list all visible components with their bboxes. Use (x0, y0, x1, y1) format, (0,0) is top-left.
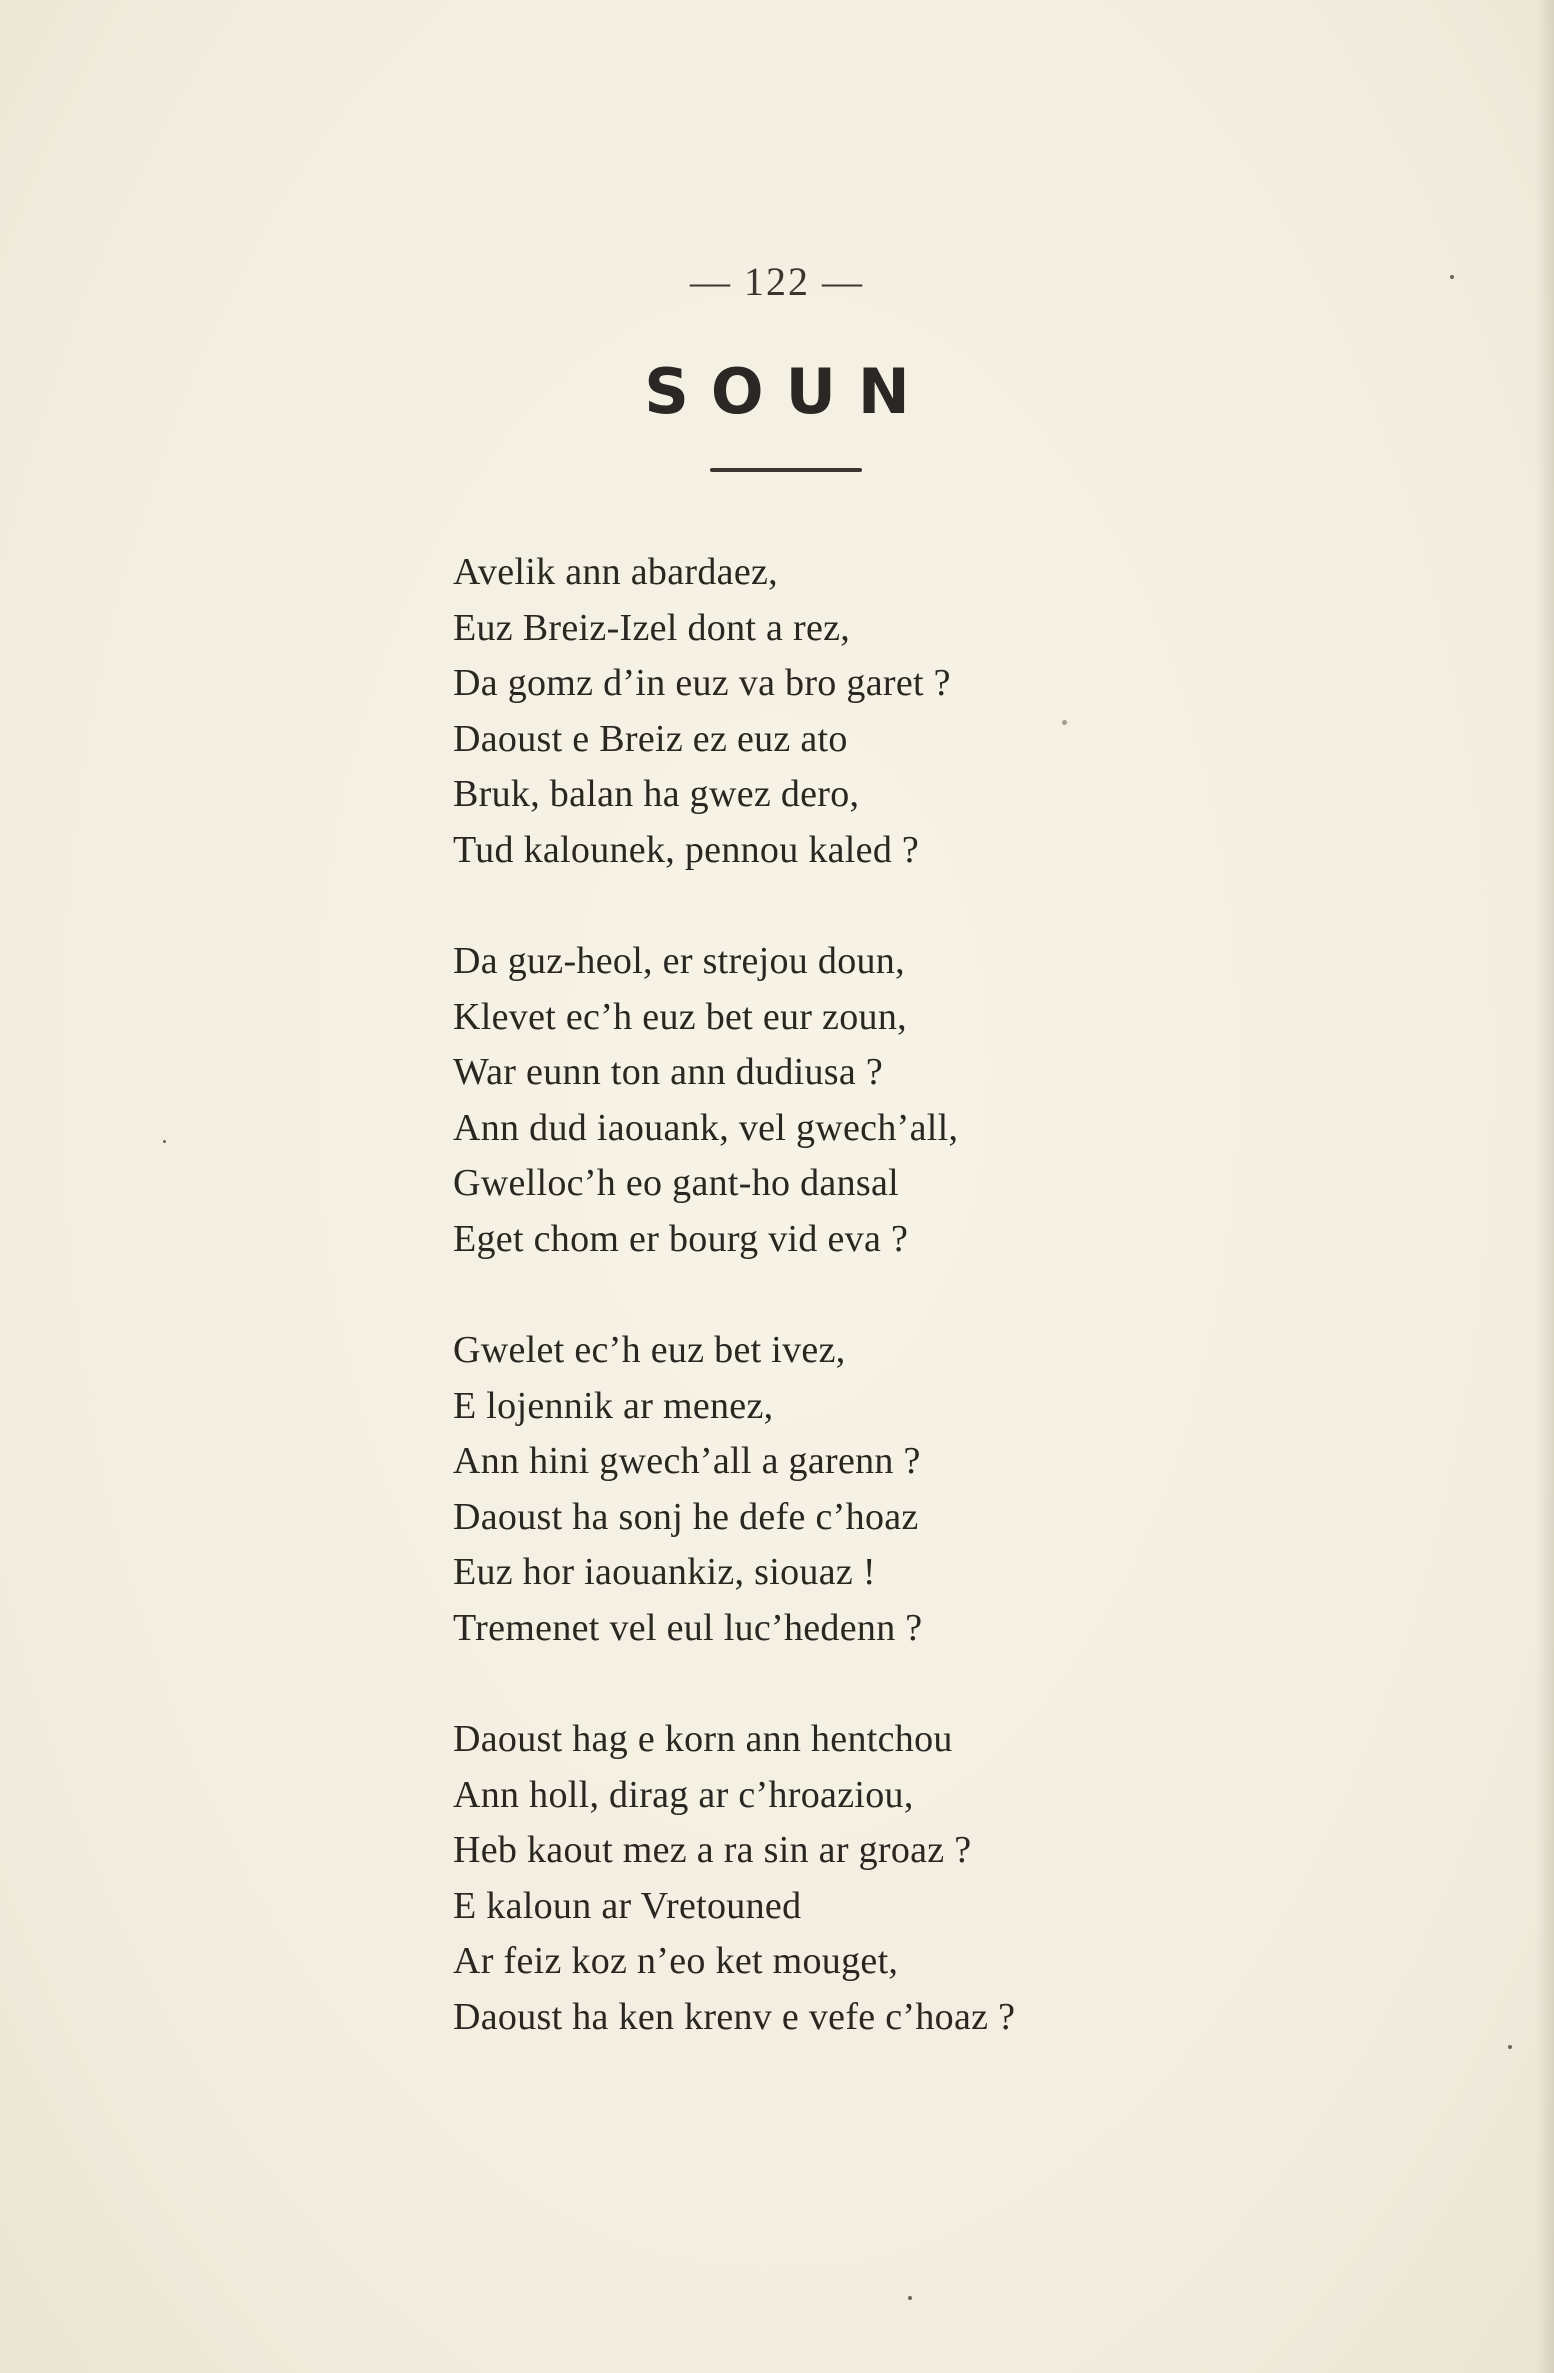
title-divider (710, 468, 862, 472)
verse-line: Gwelloc’h eo gant-ho dansal (453, 1162, 900, 1204)
paper-speck (1062, 720, 1067, 725)
verse-line: War eunn ton ann dudiusa ? (453, 1051, 884, 1093)
verse-line: E kaloun ar Vretouned (453, 1884, 802, 1927)
verse-line: Tud kalounek, pennou kaled ? (453, 828, 920, 871)
verse-line: Daoust hag e korn ann hentchou (453, 1718, 953, 1760)
poem-title: SOUN (644, 355, 932, 428)
verse-line: Ann hini gwech’all a garenn ? (453, 1440, 921, 1482)
verse-line: Eget chom er bourg vid eva ? (453, 1217, 909, 1260)
stanza (453, 934, 1253, 1267)
verse-line: Ann dud iaouank, vel gwech’all, (453, 1106, 959, 1149)
verse-line: Daoust ha ken krenv e vefe c’hoaz ? (453, 1995, 1016, 2038)
verse-line: Heb kaout mez a ra sin ar groaz ? (453, 1829, 972, 1871)
paper-speck (163, 1140, 166, 1143)
verse-line: Klevet ec’h euz bet eur zoun, (453, 995, 907, 1038)
verse-line: Bruk, balan ha gwez dero, (453, 773, 860, 815)
verse-line: Da guz-heol, er strejou doun, (453, 940, 905, 982)
verse-line: Gwelet ec’h euz bet ivez, (453, 1329, 846, 1371)
page-number: — 122 — (690, 259, 864, 304)
stanza (453, 1323, 1253, 1656)
verse-line: Daoust e Breiz ez euz ato (453, 717, 848, 760)
verse-line: Euz Breiz-Izel dont a rez, (453, 606, 851, 649)
paper-speck (1450, 275, 1454, 279)
verse-line: Tremenet vel eul luc’hedenn ? (453, 1606, 923, 1649)
verse-line: Euz hor iaouankiz, siouaz ! (453, 1551, 876, 1593)
verse-line: Avelik ann abardaez, (453, 551, 778, 593)
verse-line: Daoust ha sonj he defe c’hoaz (453, 1495, 919, 1538)
paper-speck (908, 2296, 912, 2300)
verse-line: E lojennik ar menez, (453, 1384, 774, 1427)
poem-body (453, 545, 1253, 2101)
paper-speck (1508, 2045, 1512, 2049)
verse-line: Ann holl, dirag ar c’hroaziou, (453, 1773, 914, 1816)
stanza (453, 1712, 1253, 2045)
verse-line: Ar feiz koz n’eo ket mouget, (453, 1940, 899, 1982)
verse-line: Da gomz d’in euz va bro garet ? (453, 662, 951, 704)
stanza (453, 545, 1253, 878)
